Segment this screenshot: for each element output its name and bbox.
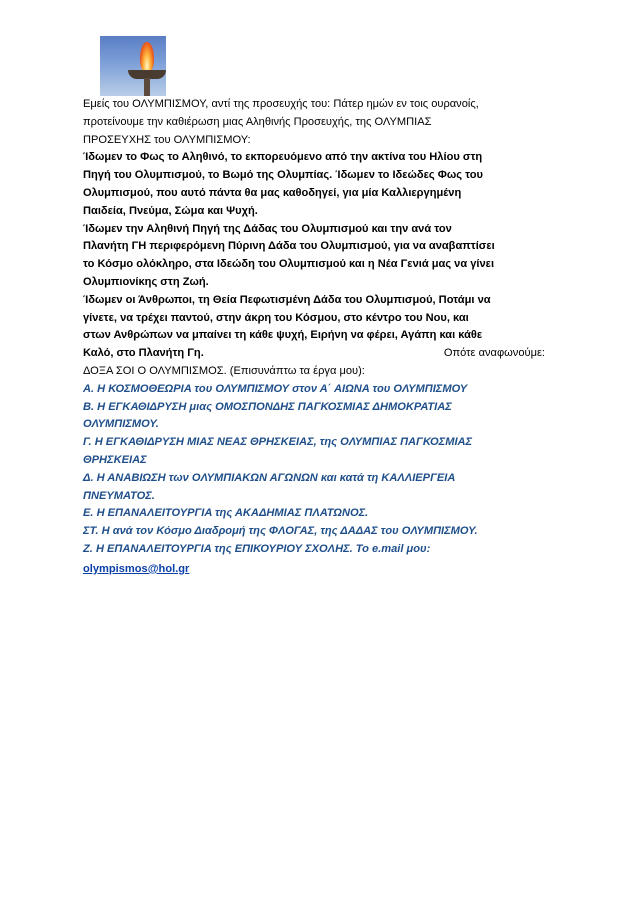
flame-shape xyxy=(140,42,154,72)
work-item: ΟΛΥΜΠΙΣΜΟΥ. xyxy=(83,418,159,431)
doxa-line: ΔΟΞΑ ΣΟΙ Ο ΟΛΥΜΠΙΣΜΟΣ. (Επισυνάπτω τα έργα μου): xyxy=(83,364,365,377)
closing-left: Καλό, στο Πλανήτη Γη. xyxy=(83,347,204,360)
work-item: ΘΡΗΣΚΕΙΑΣ xyxy=(83,453,147,466)
intro-line-2: προτείνουμε την καθιέρωση μιας Αληθινής Προσευχής, της ΟΛΥΜΠΙΑΣ xyxy=(83,115,432,128)
work-item: ΣΤ. Η ανά τον Κόσμο Διαδρομή της ΦΛΟΓΑΣ, της ΔΑΔΑΣ του ΟΛΥΜΠΙΣΜΟΥ. xyxy=(83,525,478,538)
work-item: Ζ. Η ΕΠΑΝΑΛΕΙΤΟΥΡΓΙΑ της ΕΠΙΚΟΥΡΙΟΥ ΣΧΟΛΗΣ. Το e.mail μου: xyxy=(83,542,431,555)
work-item: ΠΝΕΥΜΑΤΟΣ. xyxy=(83,489,155,502)
prayer-line: Ίδωμεν το Φως το Αληθινό, το εκπορευόμενο από την ακτίνα του Ηλίου στη xyxy=(83,151,483,164)
closing-right: Οπότε αναφωνούμε: xyxy=(443,347,545,360)
intro-line-1: Εμείς του ΟΛΥΜΠΙΣΜΟΥ, αντί της προσευχής του: Πάτερ ημών εν τοις ουρανοίς, xyxy=(83,98,479,110)
work-item: Γ. Η ΕΓΚΑΘΙΔΡΥΣΗ ΜΙΑΣ ΝΕΑΣ ΘΡΗΣΚΕΙΑΣ, της ΟΛΥΜΠΙΑΣ ΠΑΓΚΟΣΜΙΑΣ xyxy=(83,436,473,449)
work-item: Β. Η ΕΓΚΑΘΙΔΡΥΣΗ μιας ΟΜΟΣΠΟΝΔΗΣ ΠΑΓΚΟΣΜΙΑΣ ΔΗΜΟΚΡΑΤΙΑΣ xyxy=(83,400,452,413)
intro-line-3: ΠΡΟΣΕΥΧΗΣ του ΟΛΥΜΠΙΣΜΟΥ: xyxy=(83,133,251,146)
prayer-line: Παιδεία, Πνεύμα, Σώμα και Ψυχή. xyxy=(83,204,258,217)
prayer-line: Πλανήτη ΓΗ περιφερόμενη Πύρινη Δάδα του Ολυμπισμού, για να αναβαπτίσει xyxy=(83,240,495,253)
prayer-line: Πηγή του Ολυμπισμού, το Βωμό της Ολυμπίας. Ίδωμεν το Ιδεώδες Φως του xyxy=(83,169,483,182)
prayer-line: το Κόσμο ολόκληρο, στα Ιδεώδη του Ολυμπισμού και η Νέα Γενιά μας να γίνει xyxy=(83,258,495,271)
work-item: Ε. Η ΕΠΑΝΑΛΕΙΤΟΥΡΓΙΑ της ΑΚΑΔΗΜΙΑΣ ΠΛΑΤΩΝΟΣ. xyxy=(83,507,369,520)
prayer-line: γίνετε, να τρέχει παντού, στην άκρη του Κόσμου, στο κέντρο του Νου, και xyxy=(83,311,469,324)
prayer-line: στων Ανθρώπων να μπαίνει τη κάθε ψυχή, Ειρήνη να φέρει, Αγάπη και κάθε xyxy=(83,329,483,342)
olympic-flame-image xyxy=(100,36,166,96)
email-link[interactable]: olympismos@hol.gr xyxy=(83,562,190,575)
prayer-line: Ολυμπιονίκης στη Ζωή. xyxy=(83,275,209,288)
work-item: Α. Η ΚΟΣΜΟΘΕΩΡΙΑ του ΟΛΥΜΠΙΣΜΟΥ στον Α΄ ΑΙΩΝΑ του ΟΛΥΜΠΙΣΜΟΥ xyxy=(83,382,468,395)
closing-row xyxy=(83,345,545,363)
work-item: Δ. Η ΑΝΑΒΙΩΣΗ των ΟΛΥΜΠΙΑΚΩΝ ΑΓΩΝΩΝ και κατά τη ΚΑΛΛΙΕΡΓΕΙΑ xyxy=(83,471,456,484)
document-page xyxy=(83,36,545,579)
prayer-line: Ολυμπισμού, που αυτό πάντα θα μας καθοδηγεί, για μία Καλλιεργημένη xyxy=(83,186,462,199)
prayer-line: Ίδωμεν την Αληθινή Πηγή της Δάδας του Ολυμπισμού και την ανά τον xyxy=(83,222,452,235)
prayer-line: Ίδωμεν οι Άνθρωποι, τη Θεία Πεφωτισμένη Δάδα του Ολυμπισμού, Ποτάμι να xyxy=(83,293,491,306)
cauldron-stem xyxy=(144,78,150,96)
